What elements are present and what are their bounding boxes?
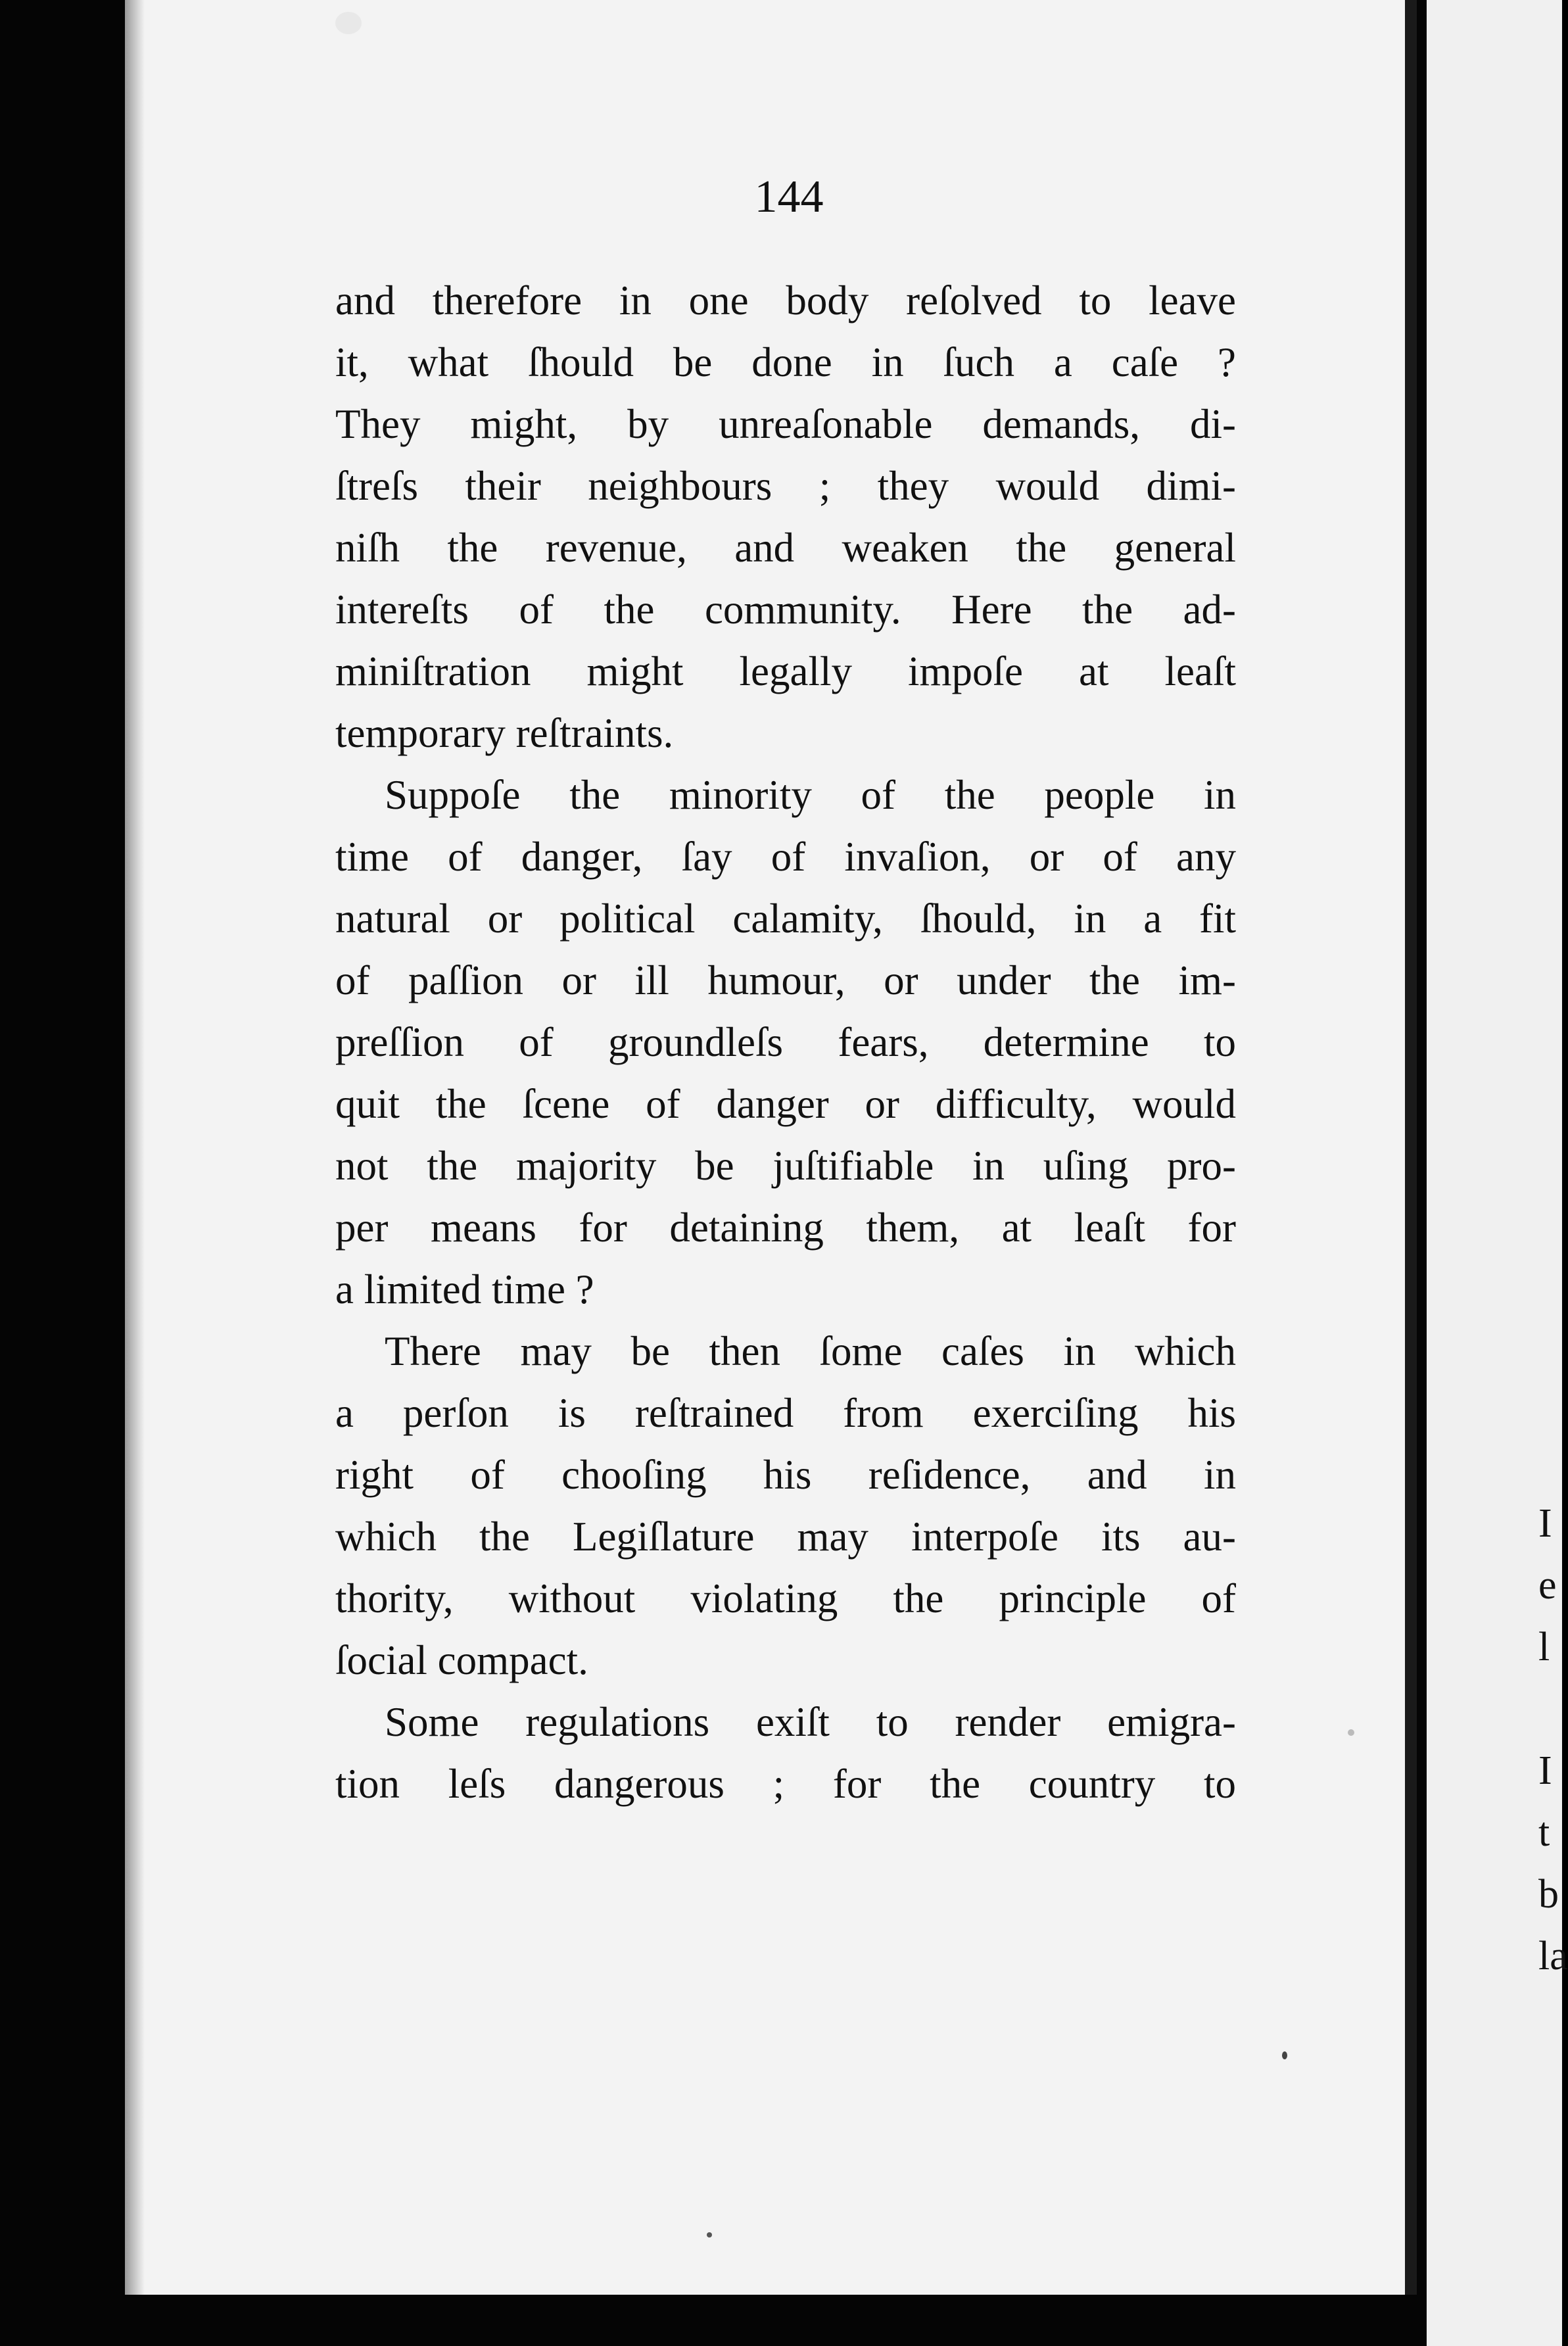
- text-line: Suppoſe the minority of the people in: [385, 772, 1236, 818]
- paragraph: [335, 1320, 1236, 1691]
- text-line: preſſion of groundleſs fears, determine to: [335, 1019, 1236, 1065]
- paragraph: [335, 764, 1236, 1320]
- text-line: not the majority be juſtifiable in uſing pro-: [335, 1143, 1236, 1189]
- text-line: temporary reſtraints.: [335, 710, 674, 756]
- text-line: quit the ſcene of danger or difficulty, would: [335, 1081, 1236, 1127]
- facing-page-fragment: la: [1538, 1934, 1568, 1978]
- text-line: a limited time ?: [335, 1266, 594, 1312]
- text-line: natural or political calamity, ſhould, in a fit: [335, 896, 1236, 942]
- facing-page-fragment: e: [1538, 1563, 1557, 1608]
- text-line: time of danger, ſay of invaſion, or of any: [335, 834, 1236, 880]
- page-gutter-shadow: [125, 0, 145, 2295]
- text-line: tion leſs dangerous ; for the country to: [335, 1761, 1236, 1807]
- ink-speck: [1348, 1729, 1354, 1736]
- text-line: ſocial compact.: [335, 1637, 588, 1683]
- ink-speck: [335, 12, 362, 34]
- text-line: thority, without violating the principle of: [335, 1575, 1236, 1621]
- text-line: and therefore in one body reſolved to leave: [335, 277, 1236, 323]
- body-text: [335, 270, 1236, 1815]
- ink-speck: [1282, 2051, 1287, 2059]
- facing-page-fragment: t: [1538, 1810, 1550, 1855]
- text-line: Some regulations exiſt to render emigra-: [385, 1699, 1236, 1745]
- text-line: They might, by unreaſonable demands, di-: [335, 401, 1236, 447]
- text-line: niſh the revenue, and weaken the general: [335, 525, 1236, 571]
- page-number: 144: [754, 172, 824, 222]
- text-line: it, what ſhould be done in ſuch a caſe ?: [335, 339, 1236, 385]
- text-line: of paſſion or ill humour, or under the im-: [335, 957, 1236, 1003]
- paragraph: [335, 270, 1236, 764]
- facing-page-edge: [1427, 0, 1562, 2346]
- facing-page-fragment: b: [1538, 1872, 1559, 1917]
- text-line: which the Legiſlature may interpoſe its au-: [335, 1514, 1236, 1560]
- facing-page-fragment: I: [1538, 1501, 1552, 1546]
- text-line: intereſts of the community. Here the ad-: [335, 586, 1236, 633]
- text-line: miniſtration might legally impoſe at leaſt: [335, 648, 1236, 694]
- text-line: ſtreſs their neighbours ; they would dimi-: [335, 463, 1236, 509]
- paragraph: [335, 1691, 1236, 1815]
- facing-page-fragment: [1538, 1678, 1568, 1740]
- text-line: There may be then ſome caſes in which: [385, 1328, 1236, 1374]
- text-line: per means for detaining them, at leaſt for: [335, 1205, 1236, 1251]
- text-line: a perſon is reſtrained from exerciſing his: [335, 1390, 1236, 1436]
- text-line: right of chooſing his reſidence, and in: [335, 1452, 1236, 1498]
- facing-page-fragment: I: [1538, 1748, 1552, 1793]
- facing-page-text-fragments: [1538, 1493, 1568, 1987]
- facing-page-fragment: l: [1538, 1625, 1550, 1669]
- ink-speck: [707, 2232, 712, 2238]
